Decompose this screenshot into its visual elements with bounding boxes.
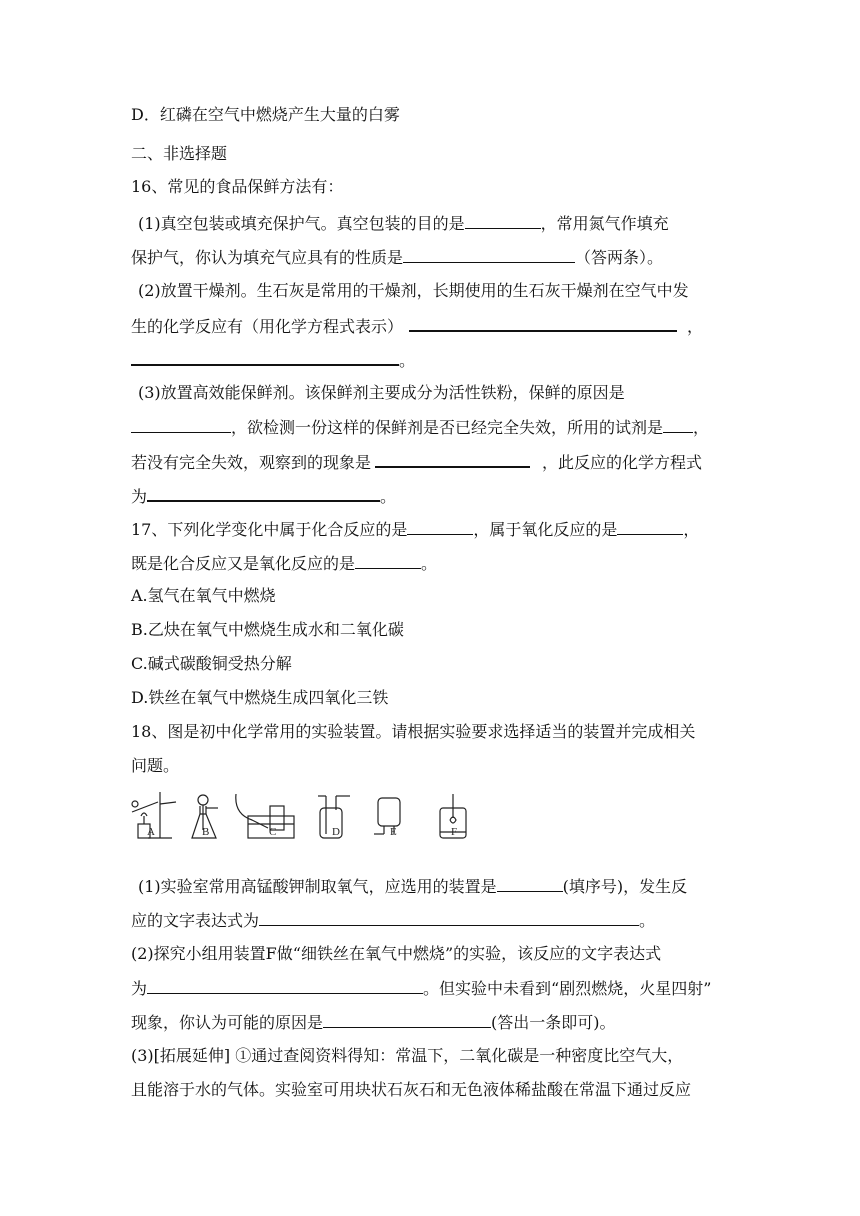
q18-part2-line3: 现象，你认为可能的原因是 (答出一条即可)。: [131, 1013, 616, 1032]
q16-part3-line4: 为 。: [131, 487, 397, 506]
q16-stem: 16、常见的食品保鲜方法有：: [131, 177, 344, 196]
q18-stem-line1: 18、图是初中化学常用的实验装置。请根据实验要求选择适当的装置并完成相关: [131, 722, 696, 741]
q16-part3-line3: 若没有完全失效，观察到的现象是 ，此反应的化学方程式: [131, 453, 703, 472]
q16-part2-line2: 生的化学反应有（用化学方程式表示） ，: [131, 317, 704, 336]
apparatus-label-e: E: [390, 826, 397, 838]
apparatus-label-b: B: [202, 826, 210, 838]
apparatus-label-c: C: [269, 826, 277, 838]
q16-part2-line3: 。: [131, 349, 415, 371]
q16-part3-line2: ，欲检测一份这样的保鲜剂是否已经完全失效，所用的试剂是 ，: [131, 417, 709, 438]
apparatus-c-icon: [236, 794, 294, 838]
answer-blank[interactable]: [131, 417, 231, 433]
apparatus-figure: [128, 790, 478, 842]
answer-blank[interactable]: [147, 485, 380, 502]
answer-blank[interactable]: [403, 247, 575, 263]
q18-part2-line2: 为 。但实验中未看到“剧烈燃烧，火星四射”: [131, 979, 712, 998]
q18-part3-line1: (3)[拓展延伸] ①通过查阅资料得知：常温下，二氧化碳是一种密度比空气大，: [131, 1046, 684, 1065]
apparatus-label-a: A: [147, 826, 155, 838]
answer-blank[interactable]: [147, 978, 423, 994]
q17-option-c: C.碱式碳酸铜受热分解: [131, 654, 292, 673]
q17-stem-line1: 17、下列化学变化中属于化合反应的是 ，属于氧化反应的是 ，: [131, 520, 700, 539]
apparatus-label-d: D: [332, 826, 340, 838]
answer-blank[interactable]: [409, 315, 677, 332]
answer-blank[interactable]: [131, 349, 399, 366]
q18-part1-line2: 应的文字表达式为 。: [131, 911, 656, 930]
answer-blank[interactable]: [407, 519, 473, 535]
q18-stem-line2: 问题。: [131, 756, 180, 775]
q18-part2-line1: (2)探究小组用装置F做“细铁丝在氧气中燃烧”的实验，该反应的文字表达式: [131, 944, 662, 963]
q17-option-b: B.乙炔在氧气中燃烧生成水和二氧化碳: [131, 620, 404, 639]
answer-blank[interactable]: [497, 876, 563, 892]
q16-part3-line1: (3)放置高效能保鲜剂。该保鲜剂主要成分为活性铁粉，保鲜的原因是: [138, 383, 625, 402]
q16-part1-line2: 保护气，你认为填充气应具有的性质是 （答两条）。: [131, 248, 664, 267]
answer-blank[interactable]: [323, 1012, 491, 1028]
apparatus-drawing: [128, 790, 478, 842]
option-d: D．红磷在空气中燃烧产生大量的白雾: [131, 105, 400, 124]
q18-part3-line2: 且能溶于水的气体。实验室可用块状石灰石和无色液体稀盐酸在常温下通过反应: [131, 1080, 692, 1099]
answer-blank[interactable]: [375, 451, 530, 468]
q16-part2-line1: (2)放置干燥剂。生石灰是常用的干燥剂，长期使用的生石灰干燥剂在空气中发: [138, 281, 689, 300]
apparatus-label-f: F: [451, 826, 458, 838]
section-title: 二、非选择题: [131, 144, 228, 163]
answer-blank[interactable]: [663, 417, 693, 433]
answer-blank[interactable]: [617, 519, 683, 535]
q16-part1-line1: (1)真空包装或填充保护气。真空包装的目的是 ，常用氮气作填充: [138, 214, 669, 233]
answer-blank[interactable]: [259, 910, 639, 926]
q17-stem-line2: 既是化合反应又是氧化反应的是 。: [131, 554, 438, 573]
q17-option-d: D.铁丝在氧气中燃烧生成四氧化三铁: [131, 688, 389, 707]
answer-blank[interactable]: [355, 553, 421, 569]
q18-part1-line1: (1)实验室常用高锰酸钾制取氧气，应选用的装置是 (填序号)，发生反: [138, 877, 688, 896]
answer-blank[interactable]: [465, 213, 541, 229]
q17-option-a: A.氢气在氧气中燃烧: [131, 586, 276, 605]
